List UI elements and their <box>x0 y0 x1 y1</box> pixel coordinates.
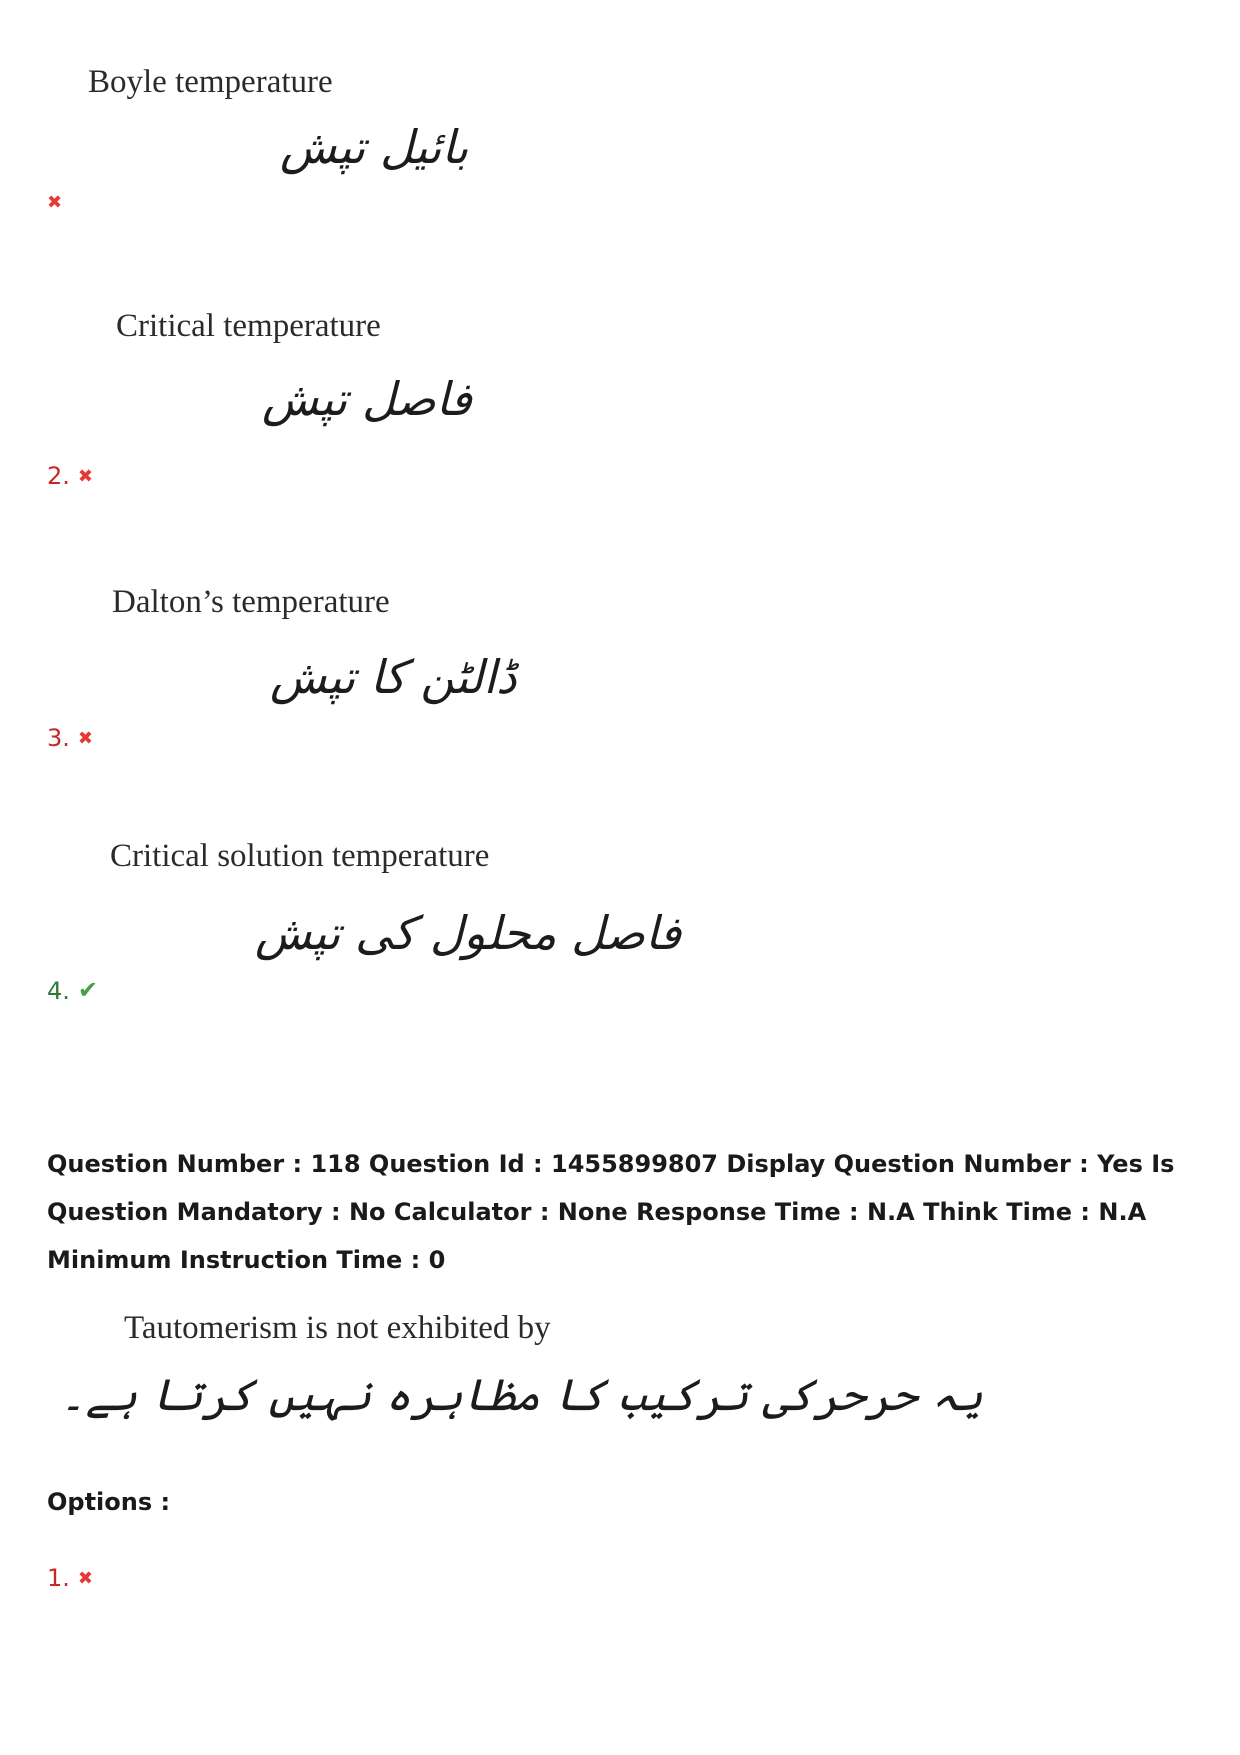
option-4-english-text: Critical solution temperature <box>110 838 490 874</box>
question-english-text: Tautomerism is not exhibited by <box>124 1310 551 1346</box>
option-2-number: 2. <box>47 462 70 490</box>
wrong-icon: ✖ <box>77 1568 93 1589</box>
option-4-number: 4. <box>47 977 70 1005</box>
option-3-urdu-text: ڈالٹن کا تپش <box>270 650 517 704</box>
question-meta-info: Question Number : 118 Question Id : 1455899807 Display Question Number : Yes Is Question Mandatory : No Calculator : None Response Time : N.A Think Time : N.A Minimum Instruction Time : 0 <box>47 1150 1175 1274</box>
option-1-marker <box>47 188 62 216</box>
option-2-urdu-text: فاصل تپش <box>262 372 472 426</box>
option-2-english-text: Critical temperature <box>116 308 381 344</box>
option-4-urdu-text: فاصل محلول کی تپش <box>255 906 682 960</box>
question-option-1-marker <box>47 1564 93 1592</box>
option-1-urdu-text: بائیل تپش <box>280 120 469 174</box>
question-option-1-number: 1. <box>47 1564 70 1592</box>
question-urdu-text: یہ حرحرکی ترکیب کا مظاہرہ نہیں کرتا ہے۔ <box>60 1370 983 1421</box>
check-icon: ✔ <box>77 976 99 1004</box>
wrong-icon: ✖ <box>77 728 93 749</box>
option-3-marker <box>47 724 93 752</box>
option-2-marker <box>47 462 93 490</box>
options-label: Options : <box>47 1488 171 1516</box>
option-1-english-text: Boyle temperature <box>88 64 333 100</box>
wrong-icon: ✖ <box>47 192 63 213</box>
option-3-number: 3. <box>47 724 70 752</box>
option-3-english-text: Dalton’s temperature <box>112 584 390 620</box>
option-4-marker <box>47 976 98 1005</box>
wrong-icon: ✖ <box>77 466 93 487</box>
